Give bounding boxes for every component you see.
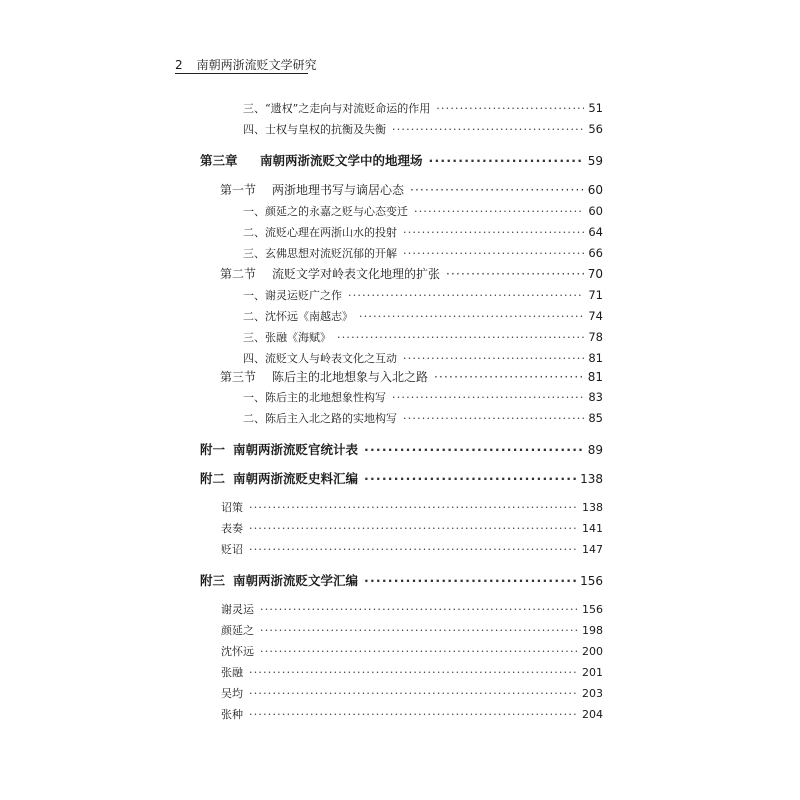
- leader-dots: [359, 310, 584, 323]
- leader-dots: [392, 123, 584, 136]
- leader-dots: [260, 645, 578, 658]
- toc-entry: [221, 601, 603, 617]
- toc-entry: [243, 287, 603, 303]
- leader-dots: [260, 624, 578, 637]
- leader-dots: [434, 370, 584, 384]
- toc-entry-page: 83: [588, 390, 603, 404]
- leader-dots: [249, 666, 578, 679]
- toc-entry: [221, 520, 603, 536]
- toc-chapter: [200, 151, 603, 169]
- toc-entry-page: 78: [588, 330, 603, 344]
- toc-entry-title: 吴均: [221, 687, 243, 700]
- toc-entry-title: 四、士权与皇权的抗衡及失衡: [243, 123, 386, 136]
- leader-dots: [403, 247, 584, 260]
- toc-section: [220, 368, 603, 385]
- toc-entry-page: 51: [588, 101, 603, 115]
- toc-entry-page: 81: [587, 370, 603, 384]
- toc-entry-title: 张融: [221, 666, 243, 679]
- toc-entry: [221, 622, 603, 638]
- toc-entry-title: 表奏: [221, 522, 243, 535]
- appendix-number: 附三: [200, 573, 226, 588]
- toc-entry-page: 59: [587, 154, 603, 168]
- toc-entry-page: 147: [582, 543, 603, 556]
- chapter-number: 第三章: [200, 153, 238, 168]
- toc-entry-page: 141: [582, 522, 603, 535]
- toc-entry-title: 贬诏: [221, 543, 243, 556]
- toc-entry: [243, 203, 603, 219]
- leader-dots: [403, 226, 584, 239]
- toc-entry-title: 颜延之: [221, 624, 254, 637]
- leader-dots: [249, 708, 578, 721]
- toc-entry-page: 198: [582, 624, 603, 637]
- toc-entry-page: 60: [587, 183, 603, 197]
- toc-entry-page: 81: [588, 351, 603, 365]
- toc-entry-page: 89: [587, 443, 603, 457]
- toc-appendix: [200, 571, 603, 589]
- toc-entry: [221, 706, 603, 722]
- toc-entry-title: 四、流贬文人与岭表文化之互动: [243, 352, 397, 365]
- toc-entry-page: 70: [587, 267, 603, 281]
- header-page-number: 2: [175, 58, 183, 72]
- toc-entry: [243, 410, 603, 426]
- toc-entry-title: 二、流贬心理在两浙山水的投射: [243, 226, 397, 239]
- toc-appendix: [200, 440, 603, 458]
- appendix-title: 南朝两浙流贬史料汇编: [233, 471, 359, 486]
- toc-entry: [243, 100, 603, 116]
- section-number: 第二节: [220, 267, 257, 281]
- toc-entry: [221, 664, 603, 680]
- toc-section: [220, 265, 603, 282]
- chapter-title: 南朝两浙流贬文学中的地理场: [260, 153, 423, 168]
- leader-dots: [364, 573, 576, 588]
- toc-entry-page: 156: [582, 603, 603, 616]
- toc-entry-title: 一、颜延之的永嘉之贬与心态变迁: [243, 205, 408, 218]
- toc-entry-title: 张种: [221, 708, 243, 721]
- leader-dots: [364, 442, 584, 457]
- section-number: 第一节: [220, 183, 257, 197]
- toc-entry-page: 201: [582, 666, 603, 679]
- toc-entry-page: 204: [582, 708, 603, 721]
- toc-entry-page: 64: [588, 225, 603, 239]
- toc-entry-title: 二、陈后主入北之路的实地构写: [243, 412, 397, 425]
- appendix-number: 附一: [200, 442, 226, 457]
- leader-dots: [249, 687, 578, 700]
- toc-entry-title: 沈怀远: [221, 645, 254, 658]
- leader-dots: [403, 412, 584, 425]
- leader-dots: [436, 102, 584, 115]
- appendix-title: 南朝两浙流贬文学汇编: [233, 573, 359, 588]
- toc-entry-page: 60: [588, 204, 603, 218]
- toc-entry: [221, 541, 603, 557]
- toc-entry: [221, 685, 603, 701]
- leader-dots: [403, 352, 584, 365]
- toc-entry-page: 203: [582, 687, 603, 700]
- section-title: 陈后主的北地想象与入北之路: [272, 370, 429, 384]
- toc-entry-page: 66: [588, 246, 603, 260]
- toc-entry-title: 谢灵运: [221, 603, 254, 616]
- section-title: 两浙地理书写与谪居心态: [272, 183, 405, 197]
- toc-entry: [243, 329, 603, 345]
- toc-entry: [221, 643, 603, 659]
- toc-entry-page: 138: [580, 472, 603, 486]
- leader-dots: [410, 183, 584, 197]
- toc-entry-page: 74: [588, 309, 603, 323]
- toc-entry-page: 56: [588, 122, 603, 136]
- toc-entry-title: 三、张融《海赋》: [243, 331, 331, 344]
- leader-dots: [364, 471, 576, 486]
- toc-entry-title: 三、玄佛思想对流贬沉郁的开解: [243, 247, 397, 260]
- leader-dots: [249, 522, 578, 535]
- appendix-title: 南朝两浙流贬官统计表: [233, 442, 359, 457]
- leader-dots: [446, 267, 584, 281]
- toc-entry-page: 85: [588, 411, 603, 425]
- toc-entry: [243, 224, 603, 240]
- leader-dots: [429, 153, 584, 168]
- toc-entry: [243, 389, 603, 405]
- toc-entry: [243, 121, 603, 137]
- toc-entry-title: 二、沈怀远《南越志》: [243, 310, 353, 323]
- toc-entry-title: 一、谢灵运贬广之作: [243, 289, 342, 302]
- toc-entry-page: 200: [582, 645, 603, 658]
- toc-entry-page: 156: [580, 574, 603, 588]
- leader-dots: [348, 289, 584, 302]
- toc-entry: [243, 308, 603, 324]
- leader-dots: [249, 543, 578, 556]
- header-book-title: 南朝两浙流贬文学研究: [196, 58, 317, 72]
- toc-entry: [243, 350, 603, 366]
- leader-dots: [337, 331, 584, 344]
- toc-entry-title: 诏策: [221, 501, 243, 514]
- toc-appendix: [200, 469, 603, 487]
- toc-entry-page: 71: [588, 288, 603, 302]
- running-header: [175, 56, 317, 73]
- appendix-number: 附二: [200, 471, 226, 486]
- leader-dots: [414, 205, 584, 218]
- toc-entry-title: 一、陈后主的北地想象性构写: [243, 391, 386, 404]
- leader-dots: [249, 501, 578, 514]
- header-rule: [175, 73, 308, 74]
- leader-dots: [260, 603, 578, 616]
- toc-entry: [221, 499, 603, 515]
- toc-entry: [243, 245, 603, 261]
- toc-entry-page: 138: [582, 501, 603, 514]
- toc-entry-title: 三、“遗权”之走向与对流贬命运的作用: [243, 102, 431, 115]
- leader-dots: [392, 391, 584, 404]
- toc-section: [220, 181, 603, 198]
- section-number: 第三节: [220, 370, 257, 384]
- section-title: 流贬文学对岭表文化地理的扩张: [272, 267, 441, 281]
